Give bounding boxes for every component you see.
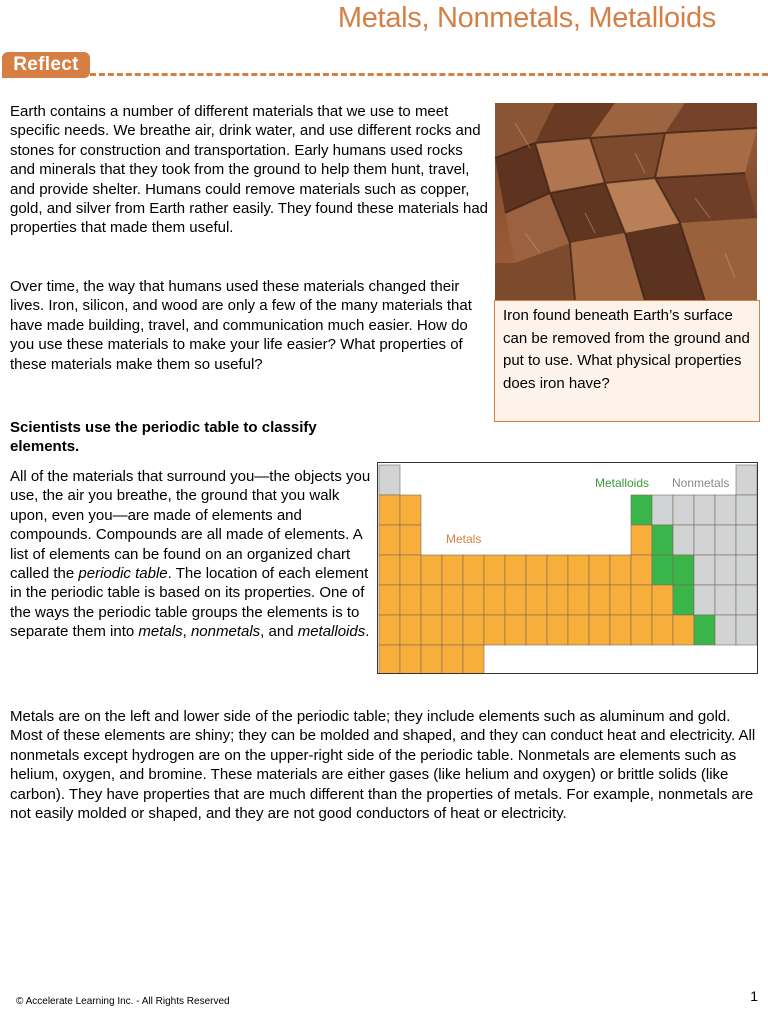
metal-cell <box>463 645 484 673</box>
term-periodic-table: periodic table <box>78 565 168 583</box>
nonmetal-cell <box>715 525 736 555</box>
metal-cell <box>400 645 421 673</box>
page-title: Metals, Nonmetals, Metalloids <box>337 2 716 34</box>
text-run: All of the materials that surround you—the objects you use, the air you breathe, the ground that you walk upon, even you—are made of elements and compounds. Compounds are all made of elements. A list of elements can be found on an organized chart called the <box>10 468 371 583</box>
photo-caption: Iron found beneath Earth’s surface can be removed from the ground and put to use. What physical properties does iron have? <box>494 300 760 422</box>
metal-cell <box>463 555 484 585</box>
metal-cell <box>505 555 526 585</box>
metal-cell <box>568 585 589 615</box>
metal-cell <box>526 615 547 645</box>
metal-cell <box>505 615 526 645</box>
metalloid-cell <box>652 525 673 555</box>
metal-cell <box>631 555 652 585</box>
metal-cell <box>589 615 610 645</box>
iron-rock-photo <box>495 103 757 301</box>
text-run: , <box>182 623 191 641</box>
metal-cell <box>505 585 526 615</box>
metalloid-cell <box>673 585 694 615</box>
text-run: . <box>365 623 370 641</box>
nonmetal-cell <box>736 555 757 585</box>
metal-cell <box>568 615 589 645</box>
metal-cell <box>379 495 400 525</box>
page-number: 1 <box>750 988 758 1004</box>
metal-cell <box>421 645 442 673</box>
metal-cell <box>631 585 652 615</box>
metal-cell <box>400 525 421 555</box>
metal-cell <box>652 585 673 615</box>
nonmetal-cell <box>736 585 757 615</box>
text-run: , and <box>260 623 298 641</box>
nonmetal-cell <box>379 465 400 495</box>
metal-cell <box>400 495 421 525</box>
metal-cell <box>379 615 400 645</box>
metal-cell <box>547 555 568 585</box>
metal-cell <box>568 555 589 585</box>
metal-cell <box>421 585 442 615</box>
metal-cell <box>673 615 694 645</box>
metal-cell <box>463 615 484 645</box>
metal-cell <box>589 585 610 615</box>
metal-cell <box>526 555 547 585</box>
metal-cell <box>400 615 421 645</box>
metal-cell <box>400 555 421 585</box>
rock-image <box>495 103 757 301</box>
nonmetal-cell <box>715 495 736 525</box>
text-run: . The location of each element in the periodic table is based on its properties. One of the ways the periodic table groups the elements is to separate them into <box>10 565 369 641</box>
metal-cell <box>484 585 505 615</box>
metal-cell <box>463 585 484 615</box>
nonmetal-cell <box>694 555 715 585</box>
intro-paragraph-2: Over time, the way that humans used these materials changed their lives. Iron, silicon, and wood are only a few of the many materials that have made building, travel, and communication much easier. How do you use these materials to make your life easier? What properties of these materials make them so useful? <box>10 278 472 373</box>
metal-cell <box>610 555 631 585</box>
nonmetal-cell <box>694 525 715 555</box>
periodic-table-diagram <box>377 462 758 674</box>
metal-cell <box>631 615 652 645</box>
header-dashed-divider <box>90 73 768 76</box>
metal-cell <box>610 585 631 615</box>
term-nonmetals: nonmetals <box>190 623 261 641</box>
nonmetals-label: Nonmetals <box>672 476 730 490</box>
metal-cell <box>442 615 463 645</box>
metal-cell <box>379 525 400 555</box>
metal-cell <box>421 555 442 585</box>
metal-cell <box>442 585 463 615</box>
metal-cell <box>547 615 568 645</box>
nonmetal-cell <box>736 465 757 495</box>
nonmetal-cell <box>694 495 715 525</box>
metal-cell <box>631 525 652 555</box>
periodic-table-paragraph <box>10 467 372 642</box>
nonmetal-cell <box>736 615 757 645</box>
metal-cell <box>526 585 547 615</box>
metal-cell <box>379 555 400 585</box>
metal-cell <box>547 585 568 615</box>
nonmetal-cell <box>736 525 757 555</box>
nonmetal-cell <box>715 615 736 645</box>
metal-cell <box>442 645 463 673</box>
nonmetal-cell <box>736 495 757 525</box>
nonmetal-cell <box>673 525 694 555</box>
metal-cell <box>379 585 400 615</box>
nonmetal-cell <box>673 495 694 525</box>
metalloid-cell <box>631 495 652 525</box>
metal-cell <box>484 555 505 585</box>
metalloid-cell <box>673 555 694 585</box>
nonmetal-cell <box>715 555 736 585</box>
metal-cell <box>610 615 631 645</box>
periodic-table-svg <box>378 463 757 673</box>
nonmetal-cell <box>652 495 673 525</box>
metal-cell <box>484 615 505 645</box>
metals-label: Metals <box>446 532 482 546</box>
metal-cell <box>652 615 673 645</box>
reflect-section-tab: Reflect <box>2 52 90 78</box>
metal-cell <box>442 555 463 585</box>
nonmetal-cell <box>715 585 736 615</box>
metal-cell <box>400 585 421 615</box>
term-metalloids: metalloids <box>297 623 366 641</box>
metal-cell <box>421 615 442 645</box>
intro-paragraph-1: Earth contains a number of different materials that we use to meet specific needs. We breathe air, drink water, and use different rocks and stones for construction and transportation. Early humans used rocks and minerals that they took from the ground to help them hunt, travel, and provide shelter. Humans could remove materials such as copper, gold, and silver from Earth rather easily. They found these materials had properties that made them useful. <box>10 103 489 237</box>
section-heading: Scientists use the periodic table to classify elements. <box>10 419 317 456</box>
metalloid-cell <box>652 555 673 585</box>
metals-nonmetals-paragraph: Metals are on the left and lower side of the periodic table; they include elements such as aluminum and gold. Most of these elements are shiny; they can be molded and shaped, and they can conduct heat and electricity. All nonmetals except hydrogen are on the upper-right side of the periodic table. Nonmetals are elements such as helium, oxygen, and bromine. These materials are either gases (like helium and oxygen) or brittle solids (like carbon). They have properties that are much different than the properties of metals. For example, nonmetals are not easily molded or shaped, and they are not good conductors of heat or electricity. <box>10 708 756 823</box>
copyright-footer: © Accelerate Learning Inc. - All Rights Reserved <box>16 996 230 1007</box>
metalloids-label: Metalloids <box>595 476 650 490</box>
metal-cell <box>589 555 610 585</box>
nonmetal-cell <box>694 585 715 615</box>
metal-cell <box>379 645 400 673</box>
metalloid-cell <box>694 615 715 645</box>
term-metals: metals <box>138 623 183 641</box>
